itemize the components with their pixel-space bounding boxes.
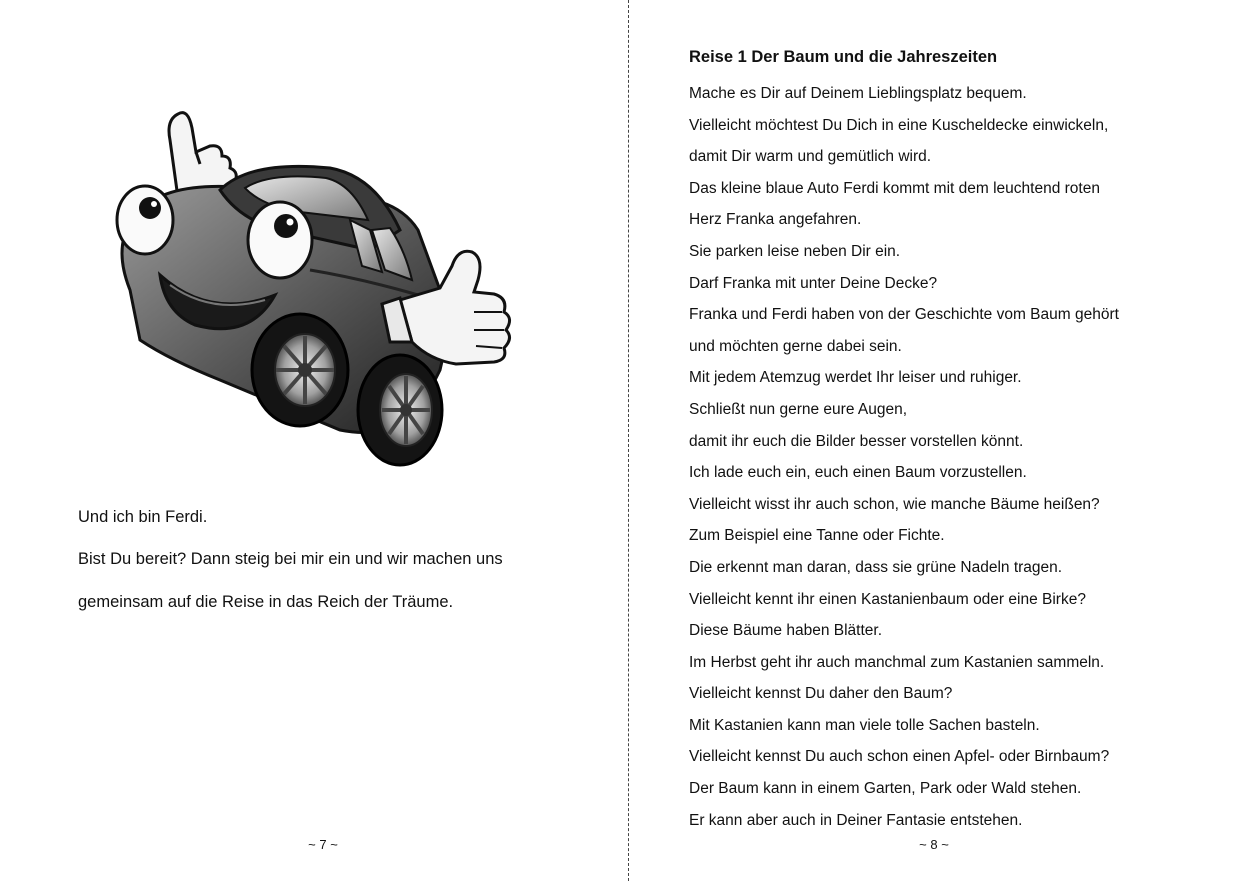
story-line: Im Herbst geht ihr auch manchmal zum Kastanien sammeln.: [689, 653, 1105, 671]
story-title: Reise 1 Der Baum und die Jahreszeiten: [689, 48, 998, 66]
story-line: Vielleicht kennt ihr einen Kastanienbaum oder eine Birke?: [689, 590, 1086, 608]
front-wheel: [252, 314, 348, 426]
story-line: Mit jedem Atemzug werdet Ihr leiser und ruhiger.: [689, 369, 1022, 387]
intro-line: Und ich bin Ferdi.: [78, 508, 208, 526]
right-page: [630, 0, 1257, 881]
page-number-right: ~ 8 ~: [919, 837, 949, 852]
intro-line: Bist Du bereit? Dann steig bei mir ein und wir machen uns: [78, 550, 503, 568]
story-line: Mache es Dir auf Deinem Lieblingsplatz bequem.: [689, 85, 1027, 102]
story-line: und möchten gerne dabei sein.: [689, 337, 902, 355]
cartoon-car-ferdi-illustration: [100, 80, 530, 480]
page-number-left: ~ 7 ~: [308, 837, 338, 852]
story-line: Die erkennt man daran, dass sie grüne Nadeln tragen.: [689, 558, 1063, 576]
story-line: Mit Kastanien kann man viele tolle Sachen basteln.: [689, 716, 1040, 734]
left-page: [0, 0, 628, 881]
story-line: Diese Bäume haben Blätter.: [689, 622, 883, 640]
story-text: [689, 78, 1249, 836]
story-line: Darf Franka mit unter Deine Decke?: [689, 274, 938, 292]
story-line: Sie parken leise neben Dir ein.: [689, 242, 901, 260]
story-line: Das kleine blaue Auto Ferdi kommt mit dem leuchtend roten: [689, 179, 1100, 197]
story-line: Ich lade euch ein, euch einen Baum vorzustellen.: [689, 464, 1027, 482]
story-line: Vielleicht möchtest Du Dich in eine Kuscheldecke einwickeln,: [689, 116, 1109, 134]
story-line: damit Dir warm und gemütlich wird.: [689, 148, 932, 166]
story-line: Vielleicht kennst Du daher den Baum?: [689, 685, 953, 703]
story-line: Herz Franka angefahren.: [689, 211, 862, 229]
page-fold-divider: [628, 0, 629, 881]
story-line: Vielleicht wisst ihr auch schon, wie manche Bäume heißen?: [689, 495, 1100, 513]
story-line: Vielleicht kennst Du auch schon einen Apfel- oder Birnbaum?: [689, 748, 1110, 766]
intro-text: [78, 506, 598, 613]
story-line: damit ihr euch die Bilder besser vorstellen könnt.: [689, 432, 1024, 450]
story-line: Schließt nun gerne eure Augen,: [689, 400, 908, 418]
story-line: Er kann aber auch in Deiner Fantasie entstehen.: [689, 811, 1023, 829]
story-line: Der Baum kann in einem Garten, Park oder Wald stehen.: [689, 780, 1082, 798]
rear-wheel: [358, 355, 442, 465]
intro-line: gemeinsam auf die Reise in das Reich der Träume.: [78, 593, 454, 611]
story-line: Franka und Ferdi haben von der Geschichte vom Baum gehört: [689, 306, 1119, 324]
story-line: Zum Beispiel eine Tanne oder Fichte.: [689, 527, 945, 545]
